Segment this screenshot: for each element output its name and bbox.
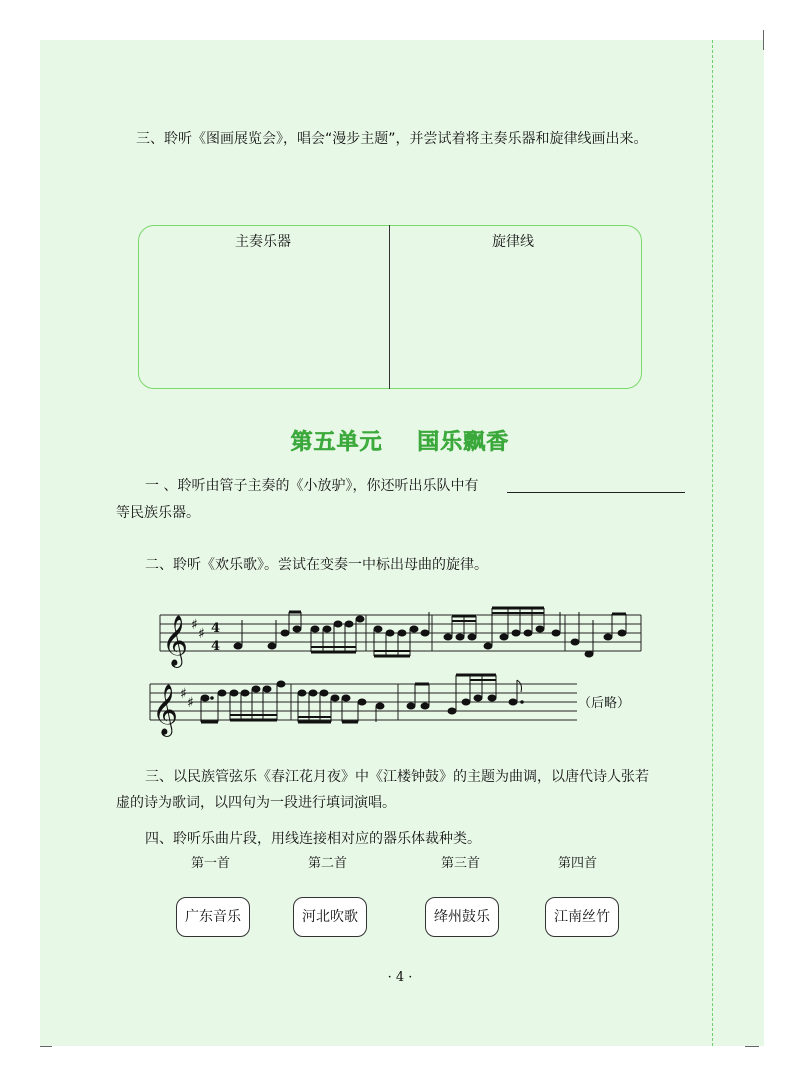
piece-label-3: 第三首 [441, 856, 481, 871]
unit-title: 第五单元 国乐飘香 [290, 430, 510, 455]
piece-label-2: 第二首 [308, 856, 348, 871]
genre-box-jiangzhou[interactable]: 绛州鼓乐 [425, 897, 499, 937]
crop-mark [745, 1046, 759, 1047]
page-number: · 4 · [387, 970, 413, 985]
question-1-line-1: 一 、聆听由管子主奏的《小放驴》，你还听出乐队中有 [145, 478, 479, 494]
piece-label-1: 第一首 [191, 856, 231, 871]
question-2: 二、聆听《欢乐歌》。尝试在变奏一中标出母曲的旋律。 [145, 557, 488, 573]
key-signature: ♯ [191, 617, 198, 633]
omitted-mark: （后略） [578, 696, 631, 711]
key-signature: ♯ [180, 686, 187, 702]
treble-clef: 𝄞 [152, 684, 179, 735]
question-3-line-2: 虚的诗为歌词，以四句为一段进行填词演唱。 [116, 795, 396, 811]
question-listen-pictures: 三、聆听《图画展览会》，唱会“漫步主题”，并尝试着将主奏乐器和旋律线画出来。 [136, 131, 648, 147]
question-4: 四、聆听乐曲片段，用线连接相对应的器乐体裁种类。 [145, 831, 481, 847]
question-1-line-2: 等民族乐器。 [116, 505, 200, 521]
time-signature-top: 4 [211, 621, 221, 636]
treble-clef: 𝄞 [162, 615, 189, 666]
key-signature: ♯ [187, 695, 194, 711]
genre-box-hebei[interactable]: 河北吹歌 [293, 897, 367, 937]
genre-box-guangdong[interactable]: 广东音乐 [176, 897, 250, 937]
genre-box-jiangnan[interactable]: 江南丝竹 [545, 897, 619, 937]
key-signature: ♯ [198, 626, 205, 642]
time-signature-bottom: 4 [211, 639, 221, 654]
table-header-instrument: 主奏乐器 [235, 234, 291, 250]
question-3-line-1: 三、以民族管弦乐《春江花月夜》中《江楼钟鼓》的主题为曲调，以唐代诗人张若 [145, 769, 649, 785]
piece-label-4: 第四首 [558, 856, 598, 871]
notes-staff-2 [201, 675, 523, 722]
crop-mark [40, 1046, 52, 1047]
table-header-melody: 旋律线 [492, 234, 534, 250]
